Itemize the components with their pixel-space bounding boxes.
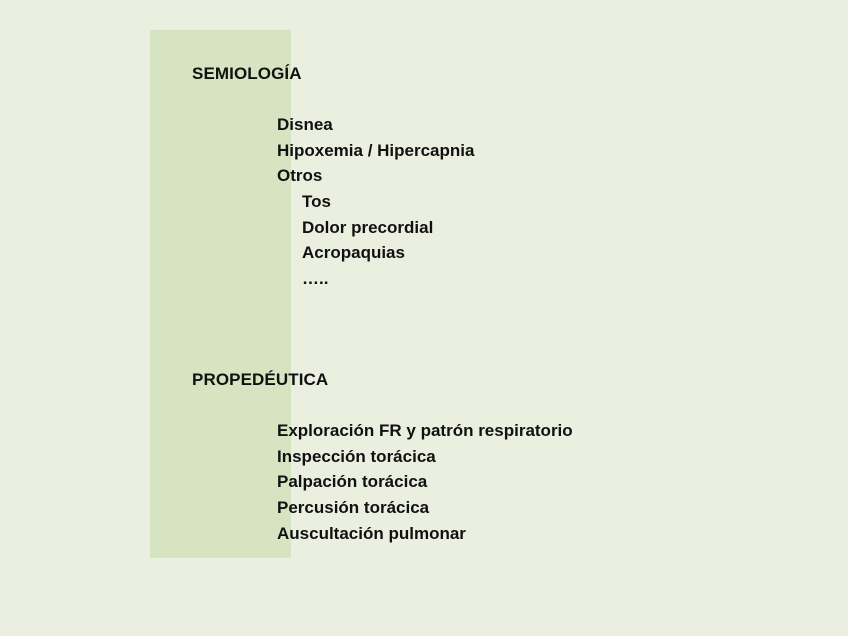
propedeutica-heading: PROPEDÉUTICA [192, 370, 329, 389]
list-item: Auscultación pulmonar [277, 523, 466, 543]
semiologia-heading: SEMIOLOGÍA [192, 64, 302, 83]
list-item: Hipoxemia / Hipercapnia [277, 140, 475, 160]
list-item: Exploración FR y patrón respiratorio [277, 421, 573, 440]
list-subitem: Acropaquias [302, 243, 405, 263]
list-item: Disnea [277, 115, 333, 134]
list-item: Percusión torácica [277, 498, 430, 518]
semiologia-list [277, 112, 474, 292]
propedeutica-list [277, 418, 573, 546]
list-item: Inspección torácica [277, 446, 436, 466]
list-item: Otros [277, 166, 323, 186]
accent-band [150, 30, 291, 558]
list-subitem: Tos [302, 192, 331, 212]
list-item: Palpación torácica [277, 472, 428, 492]
list-subitem: Dolor precordial [302, 217, 434, 237]
list-subitem: ….. [302, 269, 329, 289]
